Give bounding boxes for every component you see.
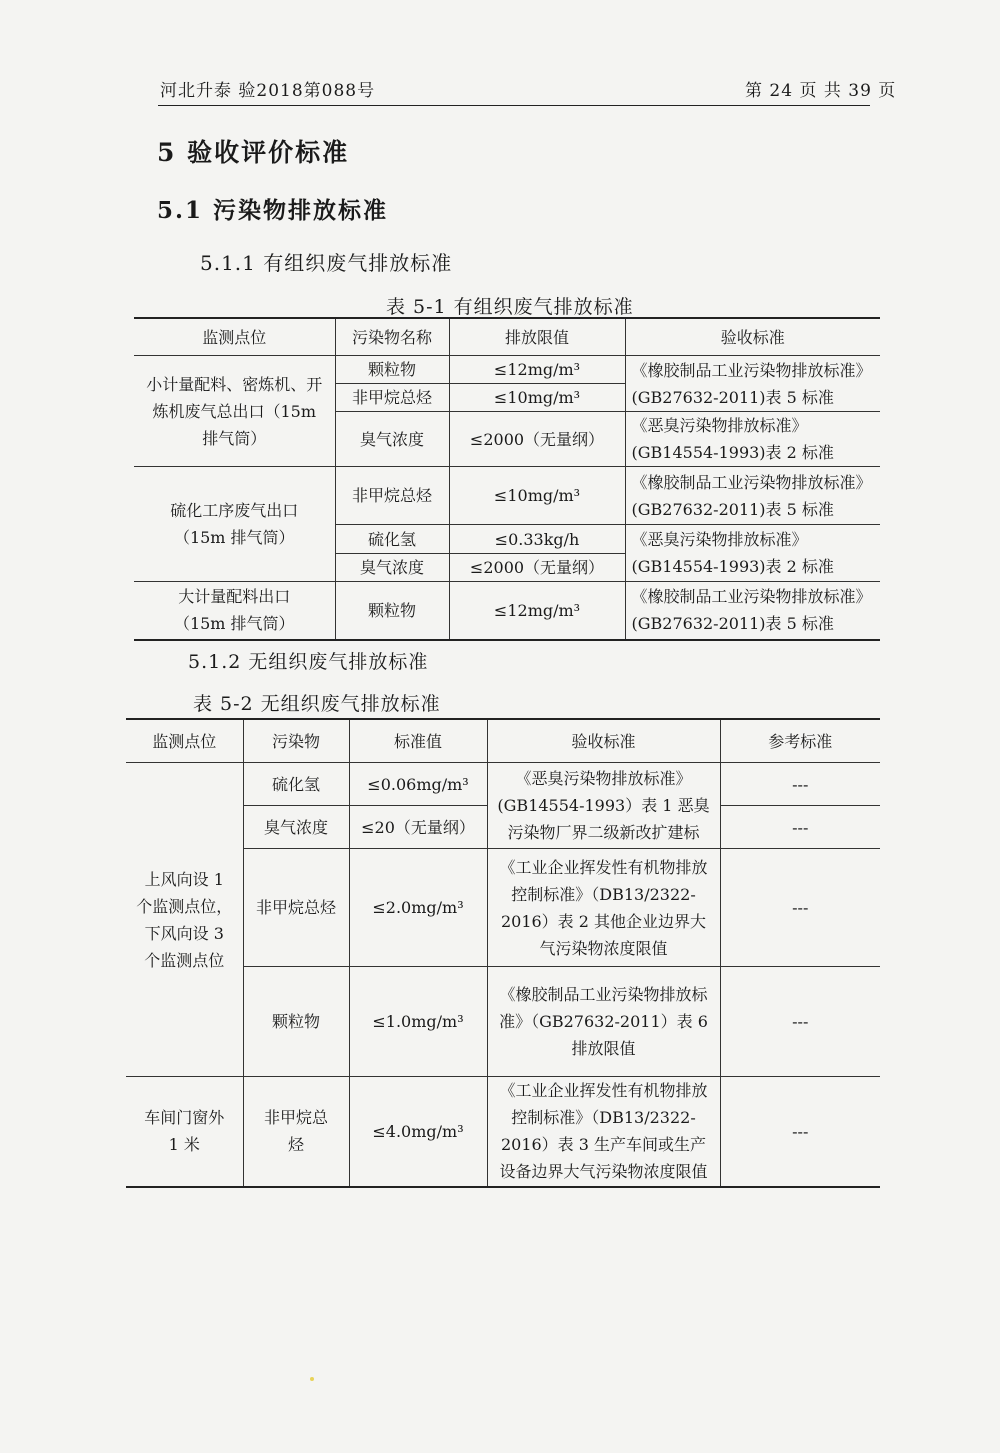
pollutant-name: 硫化氢 bbox=[335, 525, 449, 554]
monitoring-location: 小计量配料、密炼机、开炼机废气总出口（15m 排气筒） bbox=[134, 356, 335, 467]
column-header: 污染物 bbox=[243, 719, 349, 763]
pollutant-name: 臭气浓度 bbox=[243, 806, 349, 849]
acceptance-standard: 《橡胶制品工业污染物排放标准》(GB27632-2011)表 5 标准 bbox=[625, 356, 880, 412]
column-header: 排放限值 bbox=[449, 318, 625, 356]
table-row bbox=[134, 467, 880, 525]
section-heading: 5 验收评价标准 bbox=[157, 138, 350, 167]
standard-value: ≤20（无量纲） bbox=[349, 806, 487, 849]
table-header-row bbox=[126, 719, 880, 763]
pollutant-name: 硫化氢 bbox=[243, 763, 349, 806]
standard-value: ≤0.06mg/m³ bbox=[349, 763, 487, 806]
speck-mark bbox=[310, 1377, 314, 1381]
column-header: 污染物名称 bbox=[335, 318, 449, 356]
emission-limit: ≤10mg/m³ bbox=[449, 467, 625, 525]
acceptance-standard: 《恶臭污染物排放标准》(GB14554-1993)表 2 标准 bbox=[625, 412, 880, 467]
table-header-row bbox=[134, 318, 880, 356]
monitoring-location: 上风向设 1 个监测点位，下风向设 3 个监测点位 bbox=[126, 763, 243, 1077]
pollutant-name: 非甲烷总烃 bbox=[243, 1077, 349, 1187]
table-row bbox=[126, 1077, 880, 1187]
monitoring-location: 大计量配料出口（15m 排气筒） bbox=[134, 582, 335, 640]
table-row bbox=[134, 582, 880, 640]
column-header: 监测点位 bbox=[126, 719, 243, 763]
standard-value: ≤4.0mg/m³ bbox=[349, 1077, 487, 1187]
emission-limit: ≤12mg/m³ bbox=[449, 356, 625, 384]
organized-emission-heading: 5.1.1 有组织废气排放标准 bbox=[200, 251, 453, 275]
pollutant-name: 非甲烷总烃 bbox=[335, 384, 449, 412]
acceptance-standard: 《橡胶制品工业污染物排放标准》(GB27632-2011)表 5 标准 bbox=[625, 582, 880, 640]
monitoring-location: 车间门窗外 1 米 bbox=[126, 1077, 243, 1187]
pollutant-name: 非甲烷总烃 bbox=[243, 849, 349, 967]
standard-value: ≤2.0mg/m³ bbox=[349, 849, 487, 967]
monitoring-location: 硫化工序废气出口（15m 排气筒） bbox=[134, 467, 335, 582]
subsection-heading: 5.1 污染物排放标准 bbox=[157, 197, 389, 224]
acceptance-standard: 《恶臭污染物排放标准》(GB14554-1993)表 2 标准 bbox=[625, 525, 880, 582]
column-header: 验收标准 bbox=[625, 318, 880, 356]
emission-limit: ≤0.33kg/h bbox=[449, 525, 625, 554]
table-row bbox=[134, 356, 880, 384]
table1-caption: 表 5-1 有组织废气排放标准 bbox=[386, 296, 634, 318]
unorganized-emission-table bbox=[126, 718, 880, 1188]
reference-standard: --- bbox=[720, 967, 880, 1077]
table-row bbox=[126, 763, 880, 806]
acceptance-standard: 《工业企业挥发性有机物排放控制标准》（DB13/2322-2016）表 3 生产车间或生产设备边界大气污染物浓度限值 bbox=[487, 1077, 720, 1187]
acceptance-standard: 《橡胶制品工业污染物排放标准》(GB27632-2011)表 5 标准 bbox=[625, 467, 880, 525]
pollutant-name: 臭气浓度 bbox=[335, 412, 449, 467]
column-header: 验收标准 bbox=[487, 719, 720, 763]
reference-standard: --- bbox=[720, 806, 880, 849]
acceptance-standard: 《恶臭污染物排放标准》(GB14554-1993）表 1 恶臭污染物厂界二级新改扩建标 bbox=[487, 763, 720, 849]
emission-limit: ≤2000（无量纲） bbox=[449, 554, 625, 582]
standard-value: ≤1.0mg/m³ bbox=[349, 967, 487, 1077]
pollutant-name: 颗粒物 bbox=[243, 967, 349, 1077]
pollutant-name: 臭气浓度 bbox=[335, 554, 449, 582]
reference-standard: --- bbox=[720, 1077, 880, 1187]
pollutant-name: 非甲烷总烃 bbox=[335, 467, 449, 525]
unorganized-emission-heading: 5.1.2 无组织废气排放标准 bbox=[188, 651, 429, 673]
organized-emission-table bbox=[134, 317, 880, 641]
header-rule bbox=[158, 105, 870, 106]
report-number: 河北升泰 验2018第088号 bbox=[160, 81, 376, 101]
table2-caption: 表 5-2 无组织废气排放标准 bbox=[193, 693, 441, 715]
acceptance-standard: 《工业企业挥发性有机物排放控制标准》（DB13/2322-2016）表 2 其他企业边界大气污染物浓度限值 bbox=[487, 849, 720, 967]
column-header: 参考标准 bbox=[720, 719, 880, 763]
emission-limit: ≤10mg/m³ bbox=[449, 384, 625, 412]
emission-limit: ≤2000（无量纲） bbox=[449, 412, 625, 467]
pollutant-name: 颗粒物 bbox=[335, 356, 449, 384]
acceptance-standard: 《橡胶制品工业污染物排放标准》（GB27632-2011）表 6 排放限值 bbox=[487, 967, 720, 1077]
reference-standard: --- bbox=[720, 849, 880, 967]
column-header: 监测点位 bbox=[134, 318, 335, 356]
emission-limit: ≤12mg/m³ bbox=[449, 582, 625, 640]
column-header: 标准值 bbox=[349, 719, 487, 763]
reference-standard: --- bbox=[720, 763, 880, 806]
pollutant-name: 颗粒物 bbox=[335, 582, 449, 640]
page-number: 第 24 页 共 39 页 bbox=[745, 81, 897, 101]
